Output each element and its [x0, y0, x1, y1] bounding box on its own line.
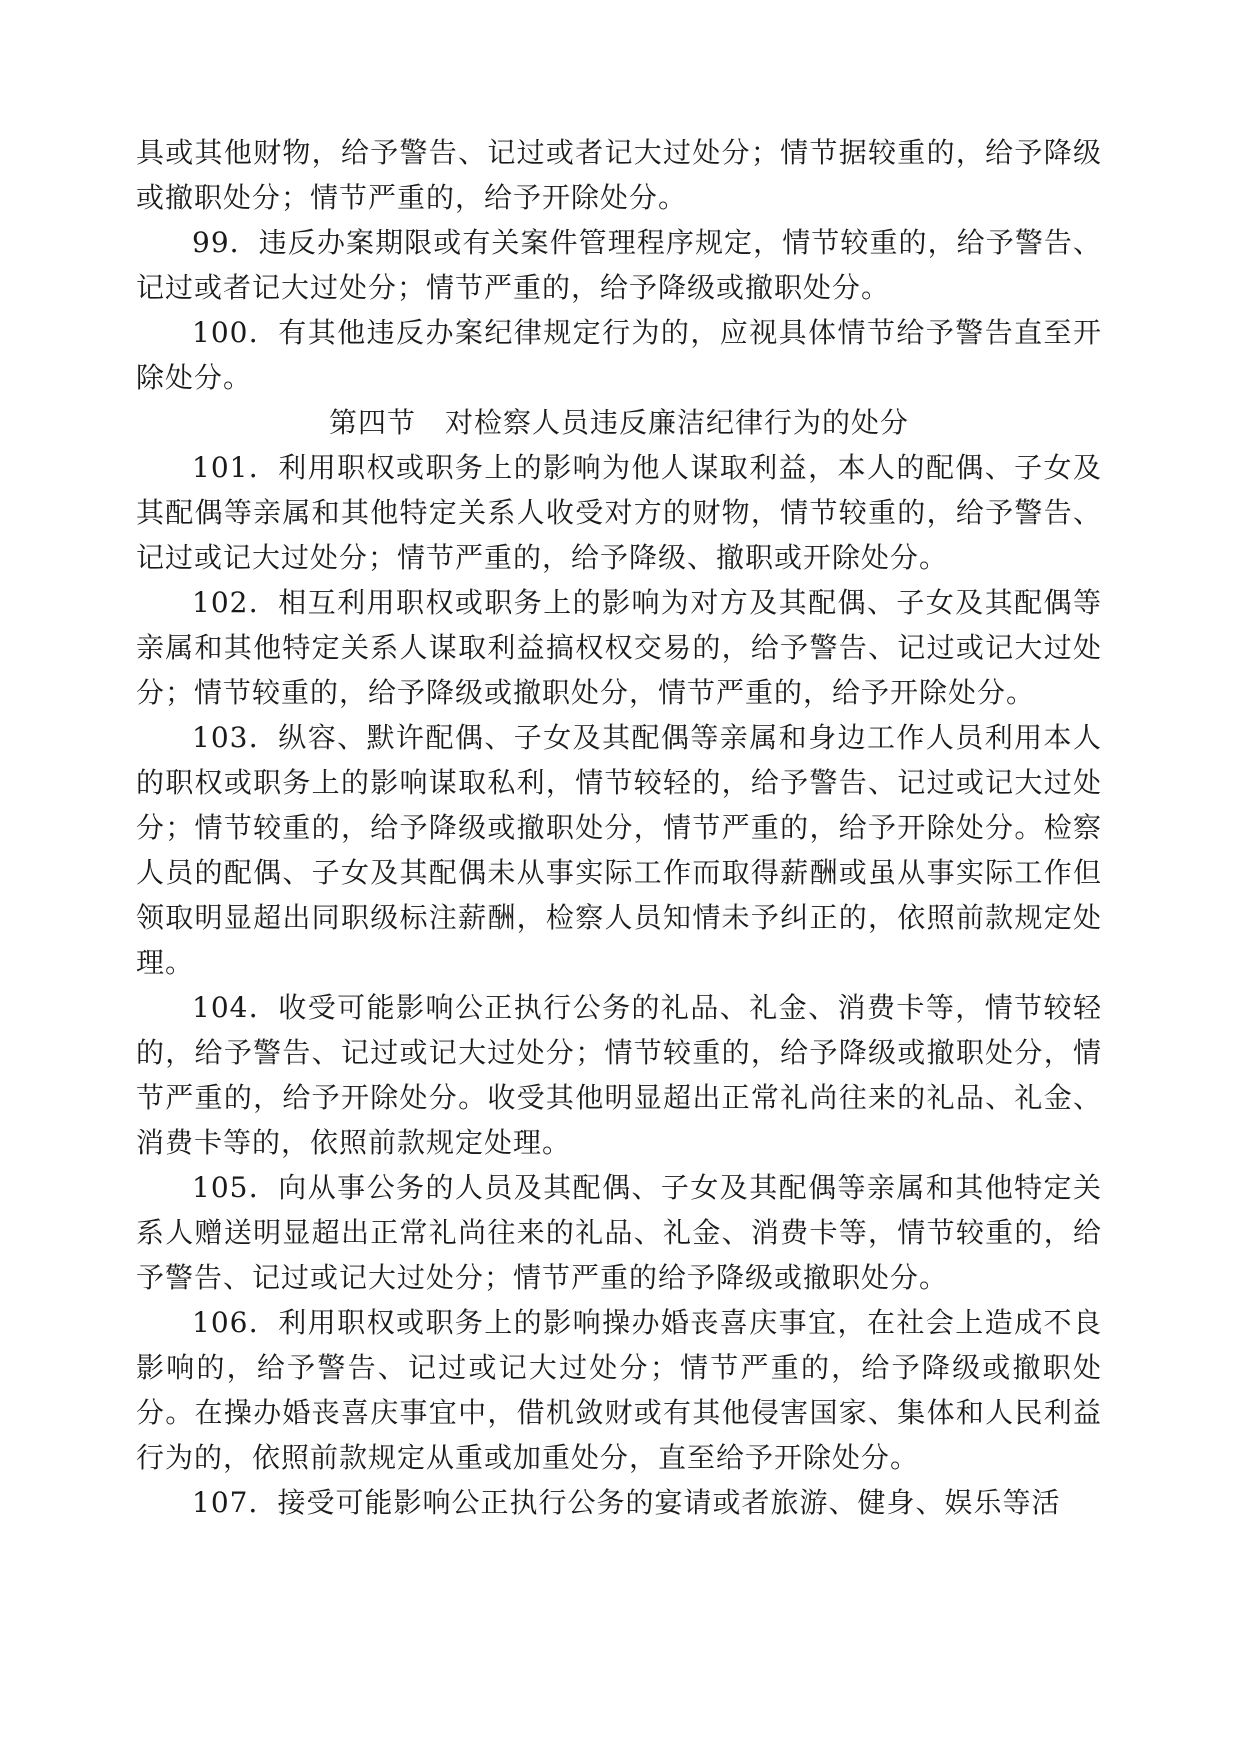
article-107: 107．接受可能影响公正执行公务的宴请或者旅游、健身、娱乐等活: [192, 1486, 1061, 1519]
article-106: 106．利用职权或职务上的影响操办婚丧喜庆事宜，在社会上造成不良影响的，给予警告、记过或记大过处分；情节严重的，给予降级或撤职处分。在操办婚丧喜庆事宜中，借机敛财或有其他侵害国家、集体和人民利益行为的，依照前款规定从重或加重处分，直至给予开除处分。: [136, 1306, 1102, 1474]
article-101: 101．利用职权或职务上的影响为他人谋取利益，本人的配偶、子女及其配偶等亲属和其他特定关系人收受对方的财物，情节较重的，给予警告、记过或记大过处分；情节严重的，给予降级、撤职或开除处分。: [136, 451, 1102, 574]
article-104: 104．收受可能影响公正执行公务的礼品、礼金、消费卡等，情节较轻的，给予警告、记过或记大过处分；情节较重的，给予降级或撤职处分，情节严重的，给予开除处分。收受其他明显超出正常礼尚往来的礼品、礼金、消费卡等的，依照前款规定处理。: [136, 991, 1102, 1159]
paragraph-continuation: 具或其他财物，给予警告、记过或者记大过处分；情节据较重的，给予降级或撤职处分；情节严重的，给予开除处分。: [136, 136, 1102, 214]
article-103: 103．纵容、默许配偶、子女及其配偶等亲属和身边工作人员利用本人的职权或职务上的影响谋取私利，情节较轻的，给予警告、记过或记大过处分；情节较重的，给予降级或撤职处分，情节严重的，给予开除处分。检察人员的配偶、子女及其配偶未从事实际工作而取得薪酬或虽从事实际工作但领取明显超出同职级标注薪酬，检察人员知情未予纠正的，依照前款规定处理。: [136, 721, 1102, 979]
document-body: [136, 130, 1102, 1525]
article-105: 105．向从事公务的人员及其配偶、子女及其配偶等亲属和其他特定关系人赠送明显超出正常礼尚往来的礼品、礼金、消费卡等，情节较重的，给予警告、记过或记大过处分；情节严重的给予降级或撤职处分。: [136, 1171, 1102, 1294]
article-100: 100．有其他违反办案纪律规定行为的，应视具体情节给予警告直至开除处分。: [136, 316, 1102, 394]
article-102: 102．相互利用职权或职务上的影响为对方及其配偶、子女及其配偶等亲属和其他特定关系人谋取利益搞权权交易的，给予警告、记过或记大过处分；情节较重的，给予降级或撤职处分，情节严重的，给予开除处分。: [136, 586, 1102, 709]
section-title: 第四节 对检察人员违反廉洁纪律行为的处分: [328, 406, 909, 439]
article-99: 99．违反办案期限或有关案件管理程序规定，情节较重的，给予警告、记过或者记大过处分；情节严重的，给予降级或撤职处分。: [136, 226, 1102, 304]
